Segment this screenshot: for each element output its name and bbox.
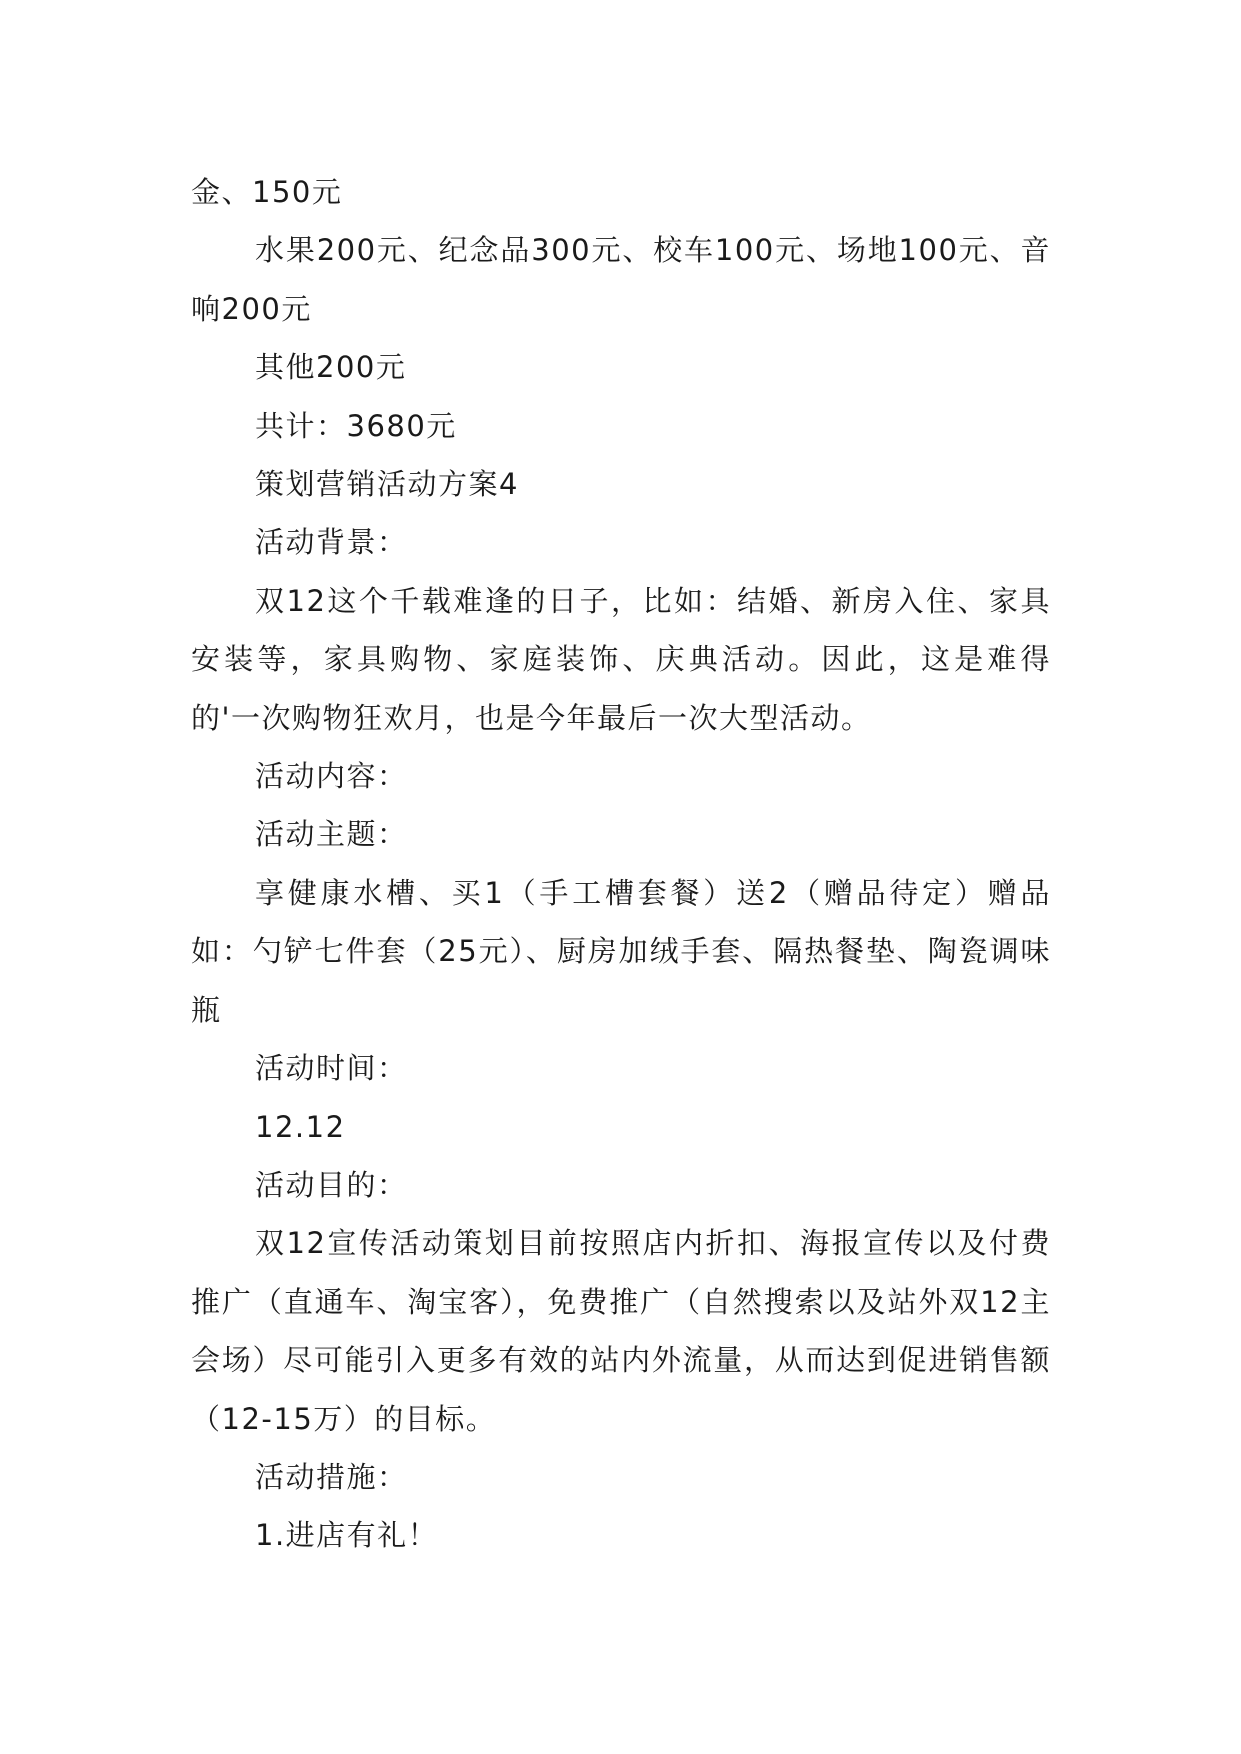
- paragraph-background: 双12这个千载难逢的日子，比如：结婚、新房入住、家具安装等，家具购物、家庭装饰、庆典活动。因此，这是难得的'一次购物狂欢月，也是今年最后一次大型活动。: [191, 583, 1051, 735]
- section-title-plan-4: 策划营销活动方案4: [255, 467, 519, 502]
- paragraph-time: 12.12: [255, 1109, 346, 1144]
- heading-measures: 活动措施：: [255, 1459, 408, 1494]
- heading-purpose: 活动目的：: [255, 1167, 408, 1202]
- heading-content: 活动内容：: [255, 759, 408, 794]
- heading-time: 活动时间：: [255, 1051, 408, 1086]
- paragraph-cost-total: 共计：3680元: [255, 408, 457, 443]
- paragraph-purpose: 双12宣传活动策划目前按照店内折扣、海报宣传以及付费推广（直通车、淘宝客），免费推广（自然搜索以及站外双12主会场）尽可能引入更多有效的站内外流量，从而达到促进销售额（12-15万）的目标。: [191, 1226, 1051, 1436]
- heading-theme: 活动主题：: [255, 817, 408, 852]
- document-body: [191, 163, 1051, 1565]
- paragraph-cost-items: 水果200元、纪念品300元、校车100元、场地100元、音响200元: [191, 233, 1051, 326]
- paragraph-cost-continuation: 金、150元: [191, 175, 343, 209]
- paragraph-theme: 享健康水槽、买1（手工槽套餐）送2（赠品待定）赠品如：勺铲七件套（25元）、厨房加绒手套、隔热餐垫、陶瓷调味瓶: [191, 875, 1051, 1027]
- heading-background: 活动背景：: [255, 525, 408, 560]
- paragraph-cost-other: 其他200元: [255, 350, 407, 385]
- paragraph-measure-1: 1.进店有礼！: [255, 1518, 439, 1553]
